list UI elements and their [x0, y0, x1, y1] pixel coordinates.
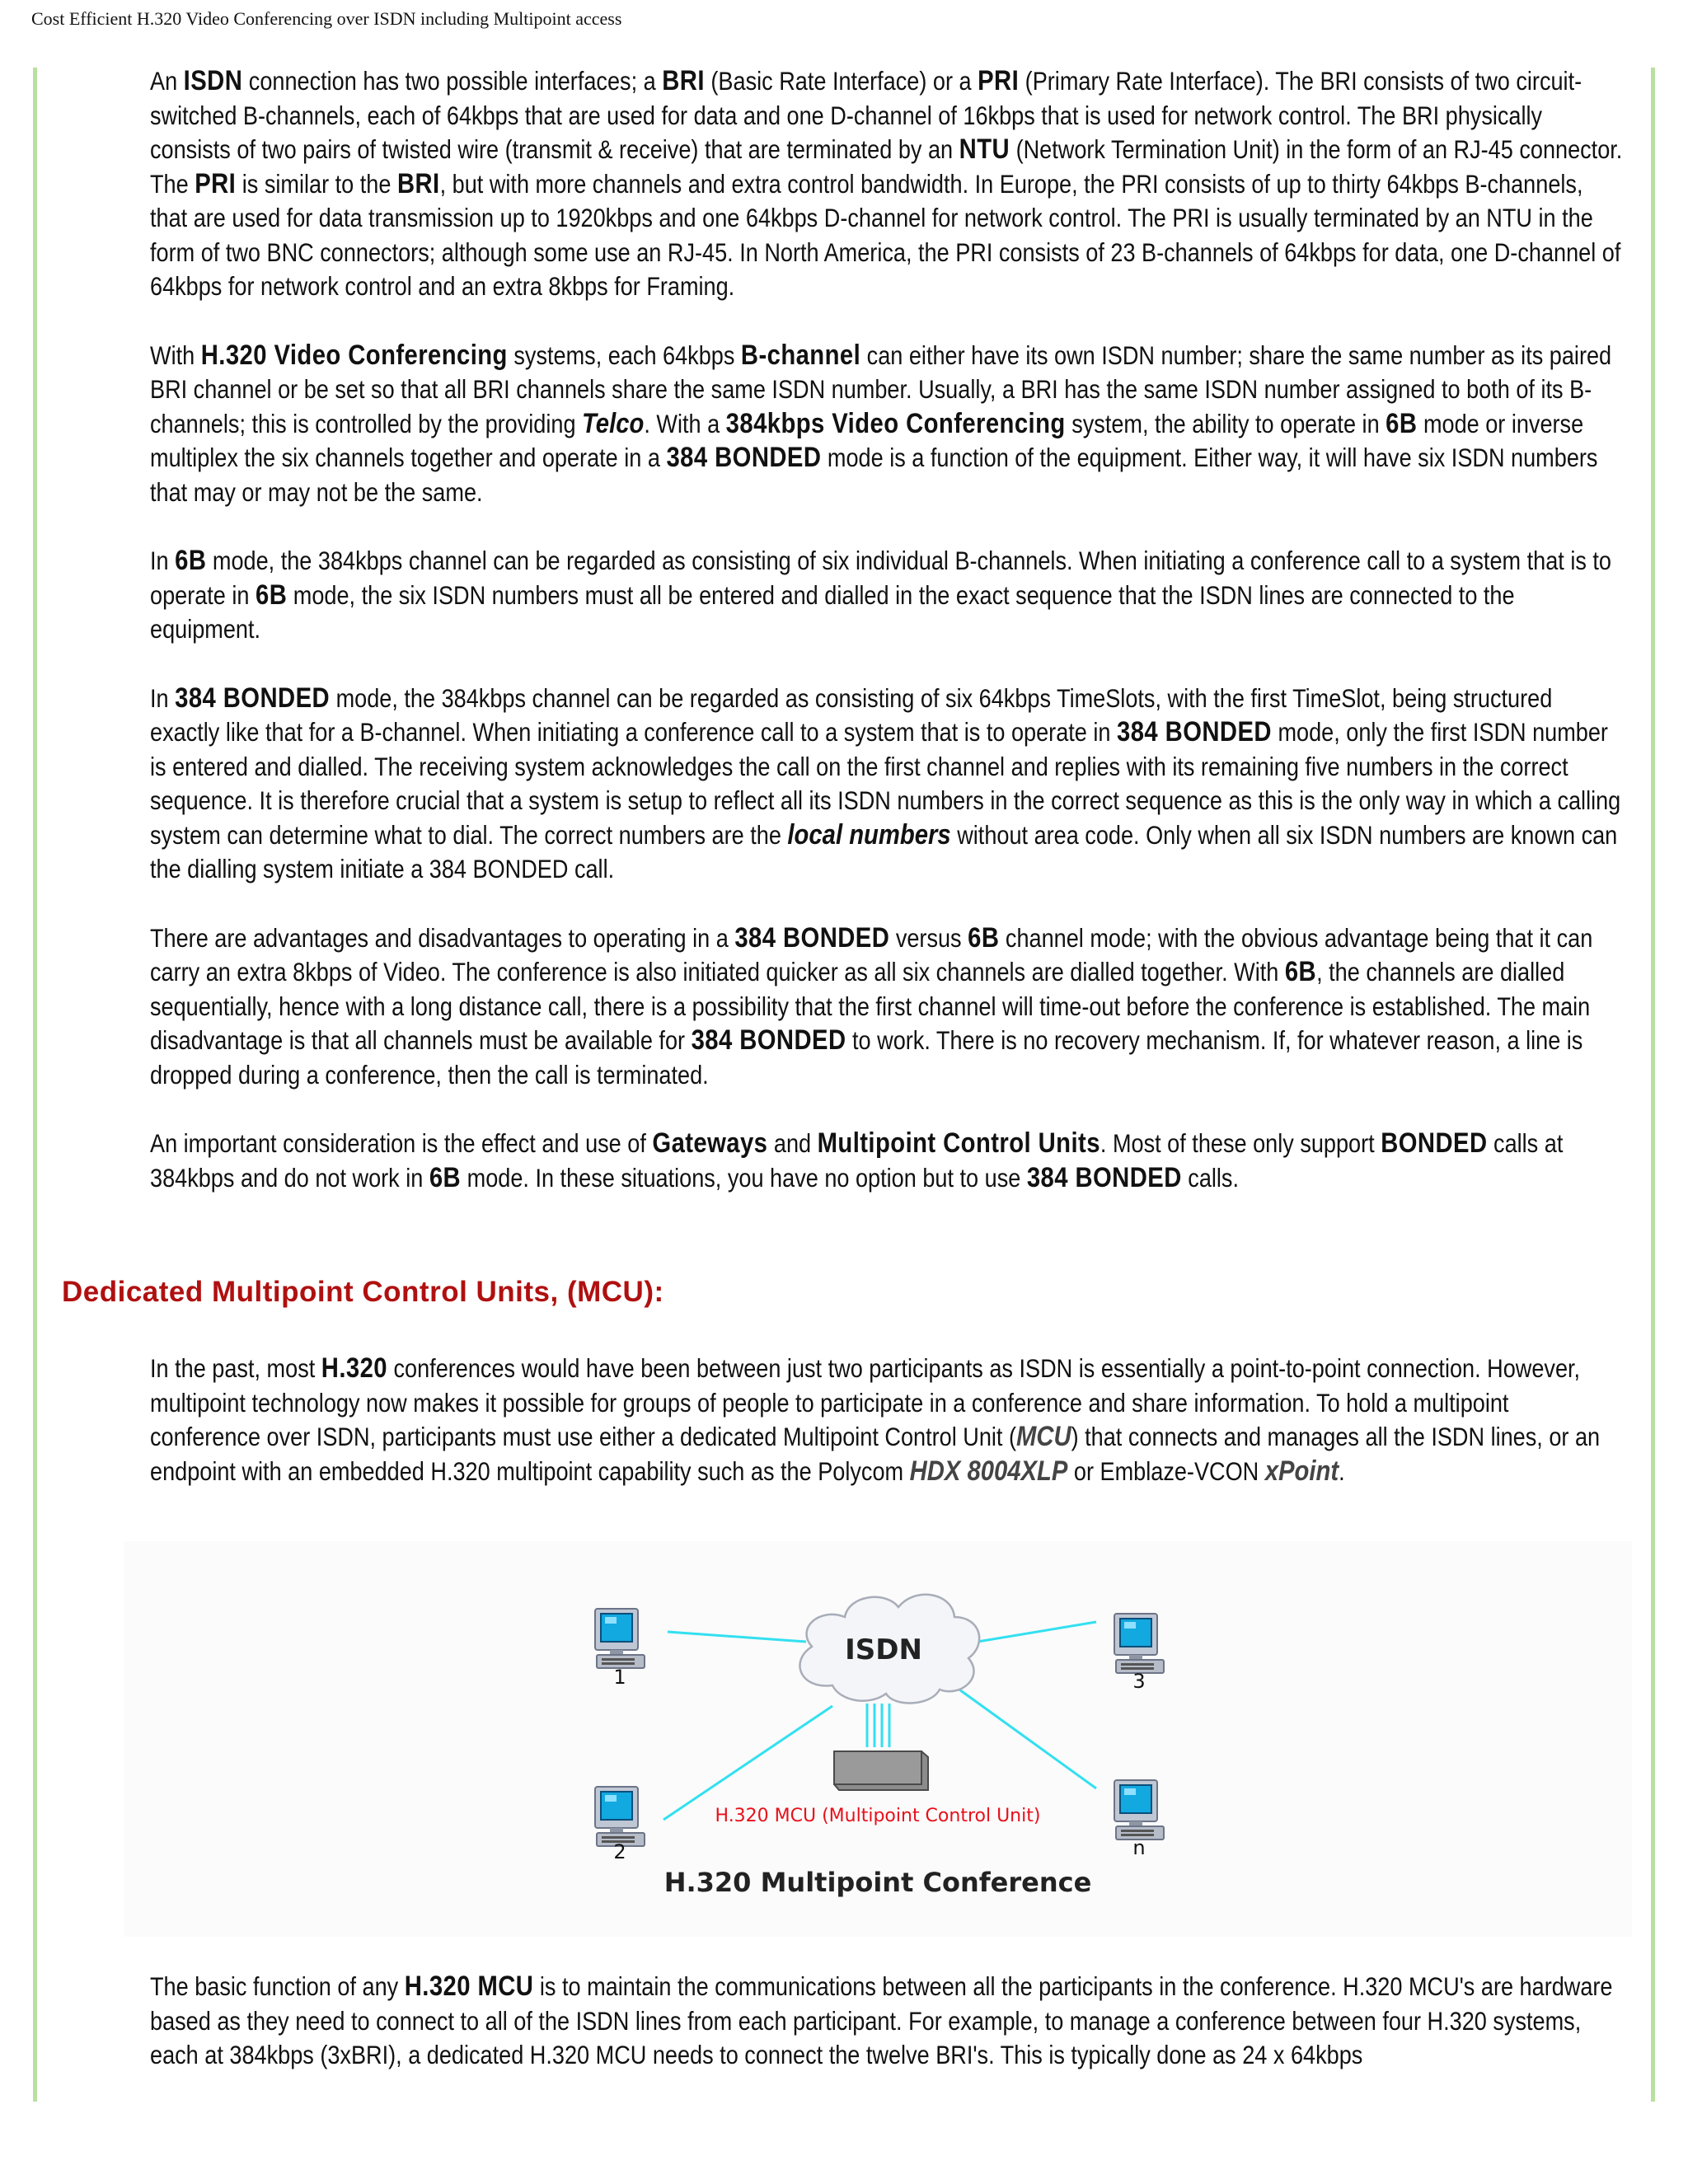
node-label-2: 2: [613, 1840, 626, 1863]
keyword-hdx-8004xlp: HDX 8004XLP: [909, 1455, 1068, 1487]
keyword-isdn: ISDN: [183, 65, 243, 96]
text-run: mode, only the first ISDN number is entered and dialled. The receiving system acknowledges the call on the first channel and replies with its remaining five numbers in the correct sequence. It is therefore crucial that a system is setup to reflect all its ISDN numbers in the correct sequence as this is the only way in which a calling system can determine what to dial. The correct numbers are the: [150, 717, 1621, 850]
text-run: (Primary Rate Interface). The BRI consists of two circuit-switched B-channels, each of 64kbps that are used for data and one D-channel of 16kbps that is used for network control. The BRI physically consists of two pairs of twisted wire (transmit & receive) that are terminated by an: [150, 66, 1582, 164]
text-run: (Basic Rate Interface) or a: [704, 66, 978, 96]
text-run: is to maintain the communications between all the participants in the conference. H.320 MCU's are hardware based as they need to connect to all of the ISDN lines from each participant. For example, to manage a conference between four H.320 systems, each at 384kbps (3xBRI), a dedicated H.320 MCU needs to connect the twelve BRI's. This is typically done as 24 x 64kbps: [150, 1971, 1613, 2069]
mcu-isdn-trunk: [867, 1704, 889, 1747]
text-run: can either have its own ISDN number; share the same number as its paired BRI channel or be set so that all BRI channels share the same ISDN number. Usually, a BRI has the same ISDN number assigned to both of its B-channels; this is controlled by the providing: [150, 340, 1612, 438]
text-run: versus: [889, 922, 968, 953]
keyword-6b: 6B: [1284, 956, 1317, 987]
keyword-bri: BRI: [662, 65, 705, 96]
text-run: . With a: [644, 408, 726, 438]
text-run: calls.: [1181, 1162, 1240, 1193]
text-run: mode or inverse multiplex the six channels together and operate in a: [150, 408, 1584, 472]
text-run: connection has two possible interfaces; a: [242, 66, 663, 96]
computer-icon: [595, 1787, 645, 1846]
page-header-title: Cost Efficient H.320 Video Conferencing over ISDN including Multipoint access: [31, 8, 622, 29]
keyword-6b: 6B: [429, 1161, 462, 1193]
text-run: systems, each 64kbps: [507, 340, 741, 370]
keyword-6b: 6B: [968, 921, 1000, 954]
text-run: With: [150, 340, 201, 370]
paragraph-gateways: [150, 1127, 1625, 1195]
keyword-pri: PRI: [195, 167, 237, 199]
node-label-3: 3: [1132, 1670, 1146, 1693]
paragraph-h320-channels: [150, 339, 1625, 510]
text-run: ) that connects and manages all the ISDN lines, or an endpoint with an embedded H.320 multipoint capability such as the Polycom: [150, 1422, 1601, 1486]
text-run: The basic function of any: [150, 1971, 405, 2001]
text-run: , the channels are dialled sequentially, hence with a long distance call, there is a possibility that the first channel will time-out before the conference is established. The main disadvantage is that all channels must be available for: [150, 957, 1591, 1055]
text-run: calls at 384kbps and do not work in: [150, 1128, 1564, 1193]
link-n-isdn: [948, 1681, 1096, 1788]
text-run: There are advantages and disadvantages to operating in a: [150, 922, 735, 953]
keyword-xpoint: xPoint: [1264, 1455, 1339, 1487]
article-body-mcu-function: [150, 1970, 1625, 2107]
computer-icon: [1114, 1614, 1164, 1673]
text-run: . Most of these only support: [1100, 1128, 1381, 1158]
text-run: mode. In these situations, you have no option but to use: [461, 1162, 1027, 1193]
keyword-384-bonded: 384 BONDED: [691, 1024, 846, 1056]
multipoint-diagram-svg: [124, 1541, 1632, 1937]
paragraph-multipoint-intro: [150, 1352, 1625, 1488]
keyword-multipoint-control-units: Multipoint Control Units: [817, 1127, 1100, 1159]
link-2-isdn: [663, 1706, 832, 1820]
computer-icon: [595, 1609, 645, 1668]
text-run: without area code. Only when all six ISDN numbers are known can the dialling system initiate a 384 BONDED call.: [150, 819, 1618, 883]
paragraph-bonded-mode: [150, 682, 1625, 887]
text-run: mode, the 384kbps channel can be regarded as consisting of six individual B-channels. When initiating a conference call to a system that is to operate in: [150, 546, 1612, 610]
text-run: or Emblaze-VCON: [1067, 1455, 1265, 1486]
keyword-h320-mcu: H.320 MCU: [404, 1971, 534, 2002]
text-run: In: [150, 546, 176, 575]
keyword-384-bonded: 384 BONDED: [666, 442, 822, 473]
text-run: mode is a function of the equipment. Either way, it will have six ISDN numbers that may or may not be the same.: [150, 443, 1598, 507]
text-run: An important consideration is the effect and use of: [150, 1128, 653, 1158]
keyword-bri: BRI: [396, 167, 440, 199]
right-border-rule: [1651, 68, 1655, 2102]
text-run: In the past, most: [150, 1353, 321, 1383]
cloud-label: ISDN: [845, 1633, 922, 1666]
keyword-ntu: NTU: [959, 134, 1010, 165]
node-label-1: 1: [613, 1666, 626, 1689]
link-1-isdn: [668, 1632, 806, 1642]
text-run: is similar to the: [236, 168, 397, 199]
paragraph-mcu-function: [150, 1970, 1625, 2073]
text-run: (Network Termination Unit) in the form of an RJ-45 connector. The: [150, 134, 1623, 199]
keyword-384-bonded: 384 BONDED: [1117, 716, 1272, 748]
multipoint-diagram: [124, 1541, 1632, 1937]
keyword-6b: 6B: [256, 579, 288, 611]
text-run: to work. There is no recovery mechanism. If, for whatever reason, a line is dropped during a conference, then the call is terminated.: [150, 1025, 1583, 1090]
text-run: channel mode; with the obvious advantage being that it can carry an extra 8kbps of Video. The conference is also initiated quicker as all six channels are dialled together. With: [150, 922, 1593, 987]
keyword-6b: 6B: [1386, 407, 1418, 439]
keyword-telco: Telco: [582, 407, 645, 439]
link-3-isdn: [973, 1622, 1096, 1643]
paragraph-advantages: [150, 921, 1625, 1093]
text-run: and: [767, 1128, 818, 1158]
text-run: In: [150, 682, 176, 713]
computer-icon: [1114, 1780, 1164, 1840]
keyword-bonded: BONDED: [1381, 1127, 1488, 1159]
article-body: [150, 64, 1625, 1230]
text-run: .: [1339, 1455, 1345, 1486]
text-run: mode, the 384kbps channel can be regarded as consisting of six 64kbps TimeSlots, with the first TimeSlot, being structured exactly like that for a B-channel. When initiating a conference call to a system that is to operate in: [150, 682, 1553, 747]
text-run: An: [150, 66, 184, 96]
keyword-384-bonded: 384 BONDED: [1026, 1161, 1182, 1193]
cloud-icon: [799, 1595, 979, 1704]
keyword-local-numbers: local numbers: [787, 818, 951, 851]
text-run: mode, the six ISDN numbers must all be entered and dialled in the exact sequence that the ISDN lines are connected to the equipment.: [150, 579, 1515, 644]
diagram-caption: H.320 Multipoint Conference: [663, 1867, 1092, 1898]
mcu-label: H.320 MCU (Multipoint Control Unit): [715, 1806, 1041, 1826]
text-run: conferences would have been between just two participants as ISDN is essentially a point-to-point connection. However, multipoint technology now makes it possible for groups of people to participate in a conference and share information. To hold a multipoint conference over ISDN, participants must use either a dedicated Multipoint Control Unit (: [150, 1353, 1581, 1451]
text-run: , but with more channels and extra control bandwidth. In Europe, the PRI consists of up to thirty 64kbps B-channels, that are used for data transmission up to 1920kbps and one 64kbps D-channel for network control. The PRI is usually terminated by an NTU in the form of two BNC connectors; although some use an RJ-45. In North America, the PRI consists of 23 B-channels of 64kbps for data, one D-channel of 64kbps for network control and an extra 8kbps for Framing.: [150, 168, 1621, 301]
keyword-384-bonded: 384 BONDED: [175, 682, 331, 714]
keyword-gateways: Gateways: [652, 1127, 768, 1159]
node-label-n: n: [1132, 1836, 1146, 1859]
paragraph-6b-mode: [150, 544, 1625, 647]
article-body-mcu: [150, 1352, 1625, 1523]
keyword-pri: PRI: [978, 65, 1020, 96]
text-run: system, the ability to operate in: [1065, 408, 1386, 438]
keyword-384-bonded: 384 BONDED: [734, 921, 890, 954]
mcu-device-icon: [834, 1751, 928, 1790]
keyword-6b: 6B: [175, 545, 207, 576]
left-border-rule: [33, 68, 37, 2102]
keyword-h320: H.320: [321, 1352, 387, 1384]
keyword-b-channel: B-channel: [740, 339, 861, 371]
section-heading-mcu: Dedicated Multipoint Control Units, (MCU):: [62, 1276, 664, 1308]
keyword-mcu: MCU: [1016, 1421, 1071, 1452]
keyword-384kbps-video-conferencing: 384kbps Video Conferencing: [725, 407, 1066, 439]
paragraph-isdn-interfaces: [150, 64, 1625, 304]
keyword-h320-video-conferencing: H.320 Video Conferencing: [200, 339, 508, 371]
